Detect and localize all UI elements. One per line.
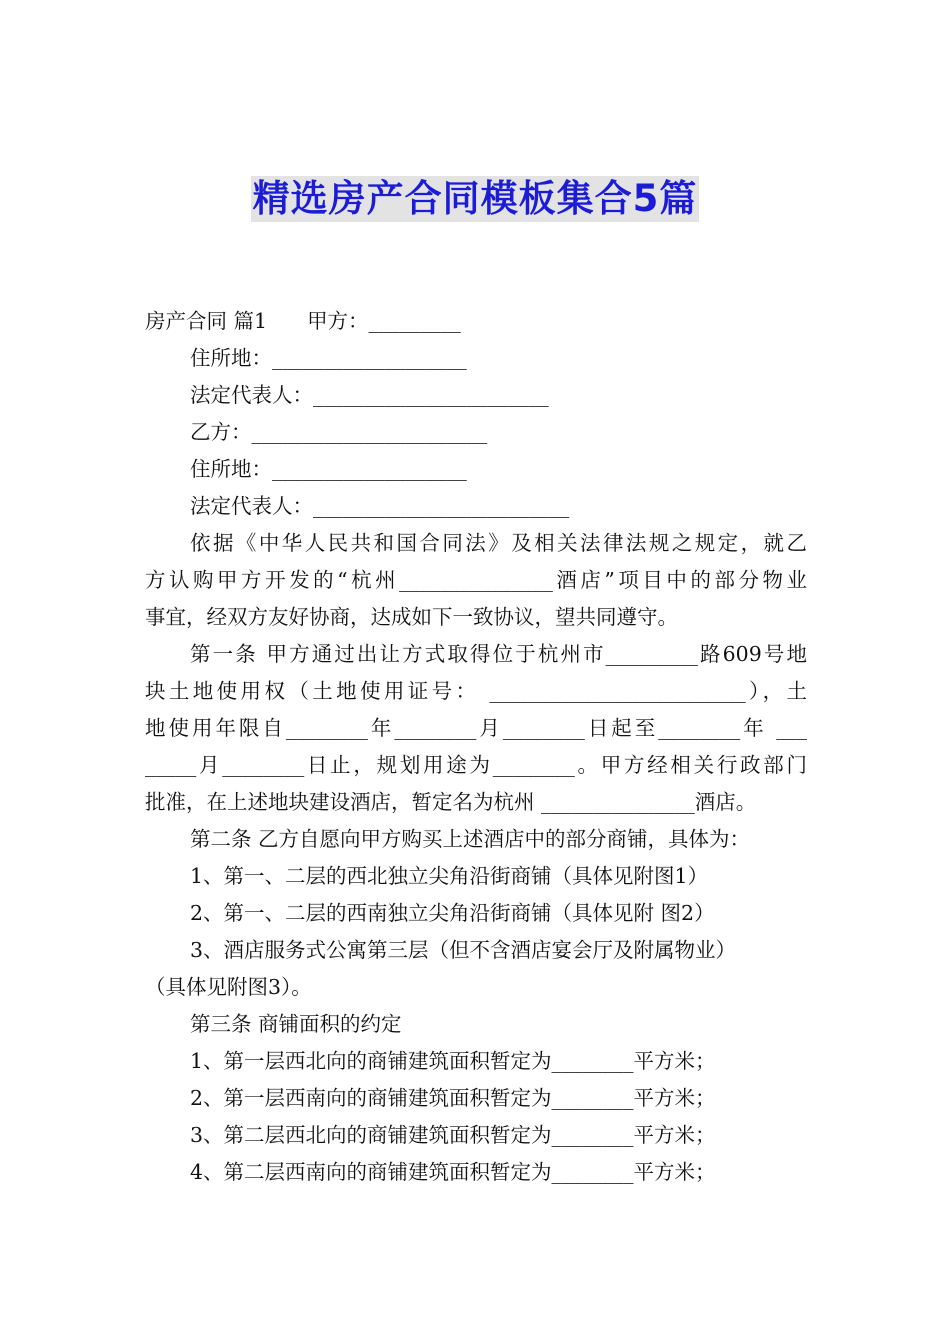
article-3-item: 3、第二层西北向的商铺建筑面积暂定为________平方米； bbox=[190, 1123, 716, 1147]
section-heading: 房产合同 篇1 bbox=[145, 309, 268, 333]
article-2-item: 1、第一、二层的西北独立尖角沿街商铺（具体见附图1） bbox=[190, 864, 709, 888]
paragraph-line: 第一条 甲方通过出让方式取得位于杭州市_________路609号地 bbox=[190, 642, 807, 666]
article-2-heading: 第二条 乙方自愿向甲方购买上述酒店中的部分商铺，具体为： bbox=[190, 827, 751, 851]
party-b-address: 住所地：___________________ bbox=[190, 457, 467, 481]
article-3-item: 1、第一层西北向的商铺建筑面积暂定为________平方米； bbox=[190, 1049, 716, 1073]
paragraph-line: 批准，在上述地块建设酒店，暂定名为杭州 _______________酒店。 bbox=[145, 790, 757, 814]
paragraph-line: _____月________日止，规划用途为________。甲方经相关行政部门 bbox=[145, 753, 807, 777]
party-a-representative: 法定代表人：_______________________ bbox=[190, 383, 549, 407]
paragraph-line: 事宜，经双方友好协商，达成如下一致协议，望共同遵守。 bbox=[145, 605, 678, 629]
article-1-paragraph bbox=[145, 636, 807, 821]
party-b-name: 乙方：_______________________ bbox=[190, 420, 488, 444]
article-3-item: 4、第二层西南向的商铺建筑面积暂定为________平方米； bbox=[190, 1160, 716, 1184]
article-3-heading: 第三条 商铺面积的约定 bbox=[190, 1012, 402, 1036]
article-2-item: 2、第一、二层的西南独立尖角沿街商铺（具体见附 图2） bbox=[190, 901, 715, 925]
party-a-name: 甲方：_________ bbox=[307, 309, 461, 333]
party-a-line bbox=[145, 303, 807, 340]
party-a-address: 住所地：___________________ bbox=[190, 346, 467, 370]
document-title: 精选房产合同模板集合5篇 bbox=[252, 177, 698, 220]
article-3-item: 2、第一层西南向的商铺建筑面积暂定为________平方米； bbox=[190, 1086, 716, 1110]
party-b-representative: 法定代表人：_________________________ bbox=[190, 494, 570, 518]
paragraph-line: 块土地使用权（土地使用证号： _________________________），土 bbox=[145, 679, 807, 703]
article-2-item-continued: （具体见附图3）。 bbox=[145, 975, 312, 999]
title-block bbox=[0, 176, 950, 222]
paragraph-line: 依据《中华人民共和国合同法》及相关法律法规之规定，就乙 bbox=[190, 531, 807, 555]
paragraph-line: 地使用年限自________年________月________日起至________年 ___ bbox=[145, 716, 807, 740]
article-2-item: 3、酒店服务式公寓第三层（但不含酒店宴会厅及附属物业） bbox=[190, 938, 737, 962]
document-body bbox=[145, 303, 807, 1191]
preamble-paragraph bbox=[145, 525, 807, 636]
paragraph-line: 方认购甲方开发的“杭州_______________酒店”项目中的部分物业 bbox=[145, 568, 807, 592]
